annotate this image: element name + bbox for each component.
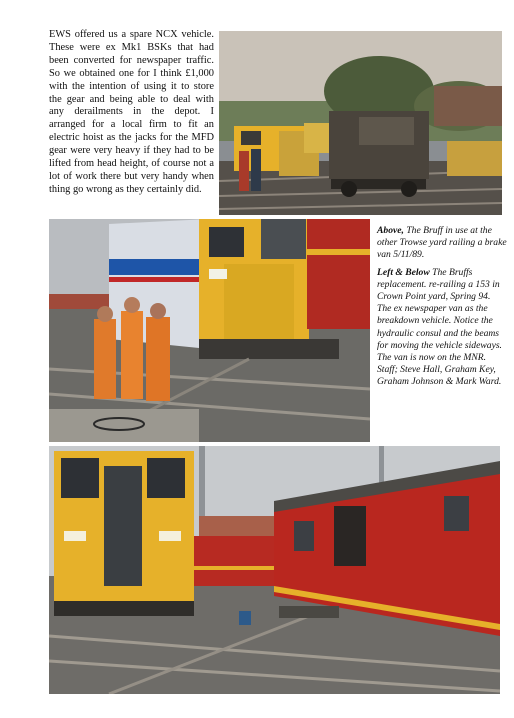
caption-van-text: The ex newspaper van as the breakdown vehicle. Notice the hydraulic consul and the beams for moving the vehicle sideways. The van is now on the MNR. [377, 303, 502, 364]
caption-above-text: The Bruff in use at the other Trowse yard railing a brake van 5/11/89. [377, 225, 507, 261]
newspaper-van-image [49, 446, 500, 694]
bottom-photo [49, 446, 500, 694]
caption-left-below [377, 267, 507, 389]
caption-left-text: The Bruffs replacement. re-railing a 153 in Crown Point yard, Spring 94. [377, 266, 500, 303]
intro-paragraph: EWS offered us a spare NCX vehicle. These were ex Mk1 BSKs that had been converted for newspaper traffic. So we obtained one for I think £1,000 with the intention of using it to store the gear and being able to deal with any derailments in the depot. I arranged for a local firm to fit an electric hoist as the jacks for the MFD gear were very heavy if they had to be lifted from head height, of course not a lot of work there but very handy when thing go wrong as they certainly did. [49, 29, 214, 195]
caption-left-lead: Left & Below [377, 266, 430, 278]
rerailing-153-image [49, 219, 370, 442]
brake-van-image [219, 31, 502, 215]
photo-caption [377, 225, 507, 394]
caption-staff-text: Staff; Steve Hall, Graham Key, Graham Johnson & Mark Ward. [377, 364, 502, 388]
middle-photo [49, 219, 370, 442]
caption-above-lead: Above, [377, 225, 404, 236]
top-photo [219, 31, 502, 215]
caption-above [377, 225, 507, 262]
